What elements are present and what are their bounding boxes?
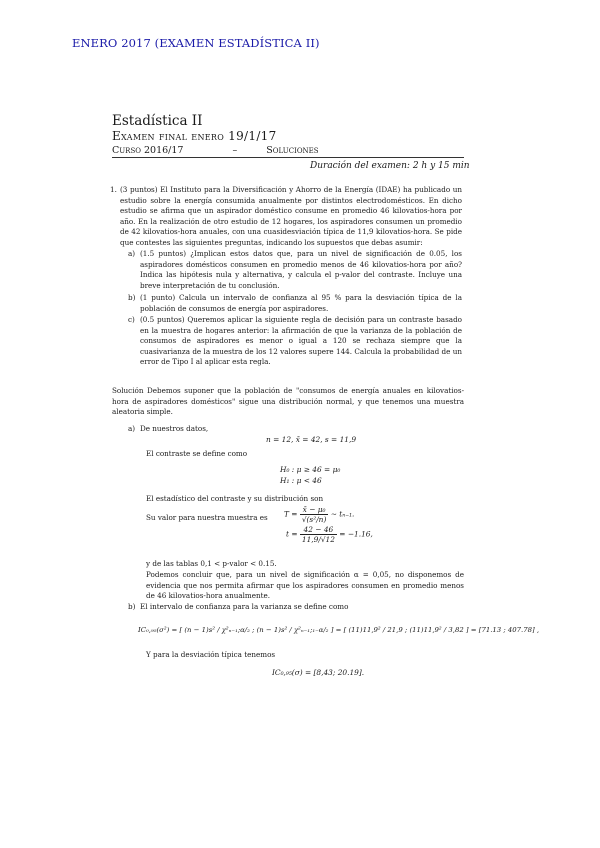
stat-left: T = (284, 509, 298, 519)
statistic-text: El estadístico del contraste y su distribución son (146, 494, 324, 503)
exam-duration: Duración del examen: 2 h y 15 min (310, 161, 470, 171)
question-part-b (128, 293, 462, 314)
part-a-conclusion: Podemos concluir que, para un nivel de significación α = 0,05, no disponemos de evidencia que nos permita afirmar que los aspiradores consumen en promedio menos de 46 kilovatios-hora anualmente. (146, 570, 464, 601)
part-text: (0.5 puntos) Queremos aplicar la siguiente regla de decisión para un contraste basado en la muestra de hogares anterior: la afirmación de que la varianza de la población de consumos de aspiradores es menor o igual a 120 se rechaza siempre que la cuasivarianza de la muestra de los 12 valores supere 144. Calcula la probabilidad de un error de Tipo I al aplicar esta regla. (140, 315, 462, 367)
stat-distribution: ∼ tₙ₋₁. (330, 509, 355, 519)
question-part-c (128, 315, 462, 368)
title-rule (112, 157, 464, 158)
stat-fraction (300, 505, 328, 524)
pvalue-range: y de las tablas 0,1 < p-valor < 0.15. (146, 559, 277, 568)
value-fraction (300, 525, 337, 544)
solution-part-b-text: El intervalo de confianza para la varianza se define como (140, 602, 349, 611)
question-part-a (128, 249, 462, 291)
part-text: (1 punto) Calcula un intervalo de confianza al 95 % para la desviación típica de la población de consumos de energía por aspiradores. (140, 293, 462, 313)
value-denominator: 11,9/√12 (301, 535, 335, 544)
sample-data: n = 12, x̄ = 42, s = 11,9 (266, 435, 357, 444)
solutions-label: Soluciones (266, 145, 319, 156)
sd-confidence-interval: IC₀,₉₅(σ) = [8,43; 20.19]. (272, 668, 365, 677)
exam-title: Examen final enero 19/1/17 (112, 129, 277, 143)
part-label: c) (128, 315, 135, 324)
question-1 (110, 185, 462, 249)
part-label: b) (128, 293, 136, 302)
part-text: (1.5 puntos) ¿Implican estos datos que, para un nivel de significación de 0.05, los aspiradores domésticos consumen en promedio menos de 46 kilovatios-hora por año? Indica las hipótesis nula y alternativa, y calcula el p-valor del contraste. Incluye una breve interpretación de tu conclusión. (140, 249, 462, 290)
variance-confidence-interval: IC₀,₉₅(σ²) = [ (n − 1)s² / χ²ₙ₋₁;α/₂ ; (n − 1)s² / χ²ₙ₋₁;₁₋α/₂ ] = [ (11)11,9² / 21,9 ; (11)11,9² / 3,82 ] = [71.13 ; 407.78] , (138, 626, 540, 634)
course-title: Estadística II (112, 113, 203, 129)
part-label: a) (128, 249, 136, 258)
statistic-value (286, 525, 373, 544)
test-statistic (284, 505, 354, 524)
solution-part-a-text: De nuestros datos, (140, 424, 209, 433)
value-left: t = (286, 529, 298, 539)
exam-header-title: ENERO 2017 (EXAMEN ESTADÍSTICA II) (72, 36, 320, 50)
stat-denominator: √(s²/n) (301, 515, 327, 524)
sd-text: Y para la desviación típica tenemos (146, 650, 276, 659)
separator-dash: – (232, 145, 238, 156)
contrast-definition-text: El contraste se define como (146, 449, 248, 458)
question-number: 1. (110, 185, 117, 194)
null-hypothesis: H₀ : μ ≥ 46 = μ₀ (280, 465, 341, 474)
value-numerator: 42 − 46 (300, 525, 337, 535)
solution-intro: Solución Debemos suponer que la población de "consumos de energía anuales en kilovatios-hora de aspiradores domésticos" sigue una distribución normal, y que tenemos una muestra aleatoria simple. (112, 386, 464, 417)
course-year-line (112, 145, 319, 156)
stat-numerator: x̄ − μ₀ (300, 505, 328, 515)
solution-part-b-label: b) (128, 602, 136, 611)
question-1-text: (3 puntos) El Instituto para la Diversificación y Ahorro de la Energía (IDAE) ha publicado un estudio sobre la energía consumida anualmente por distintos electrodomésticos. En dicho estudio se afirma que un aspirador doméstico consume en promedio 46 kilovatios-hora por año. En la realización de otro estudio de 12 hogares, los aspiradores consumen un promedio de 42 kilovatios-hora anuales, con una cuasidesviación típica de 11,9 kilovatios-hora. Se pide que contestes las siguientes preguntas, indicando los supuestos que debas asumir: (120, 185, 462, 247)
solution-part-a-label: a) (128, 424, 136, 433)
course-year: Curso 2016/17 (112, 145, 184, 156)
value-result: = −1.16, (339, 529, 373, 539)
alternative-hypothesis: H₁ : μ < 46 (280, 476, 322, 485)
statistic-value-text: Su valor para nuestra muestra es (146, 513, 268, 522)
